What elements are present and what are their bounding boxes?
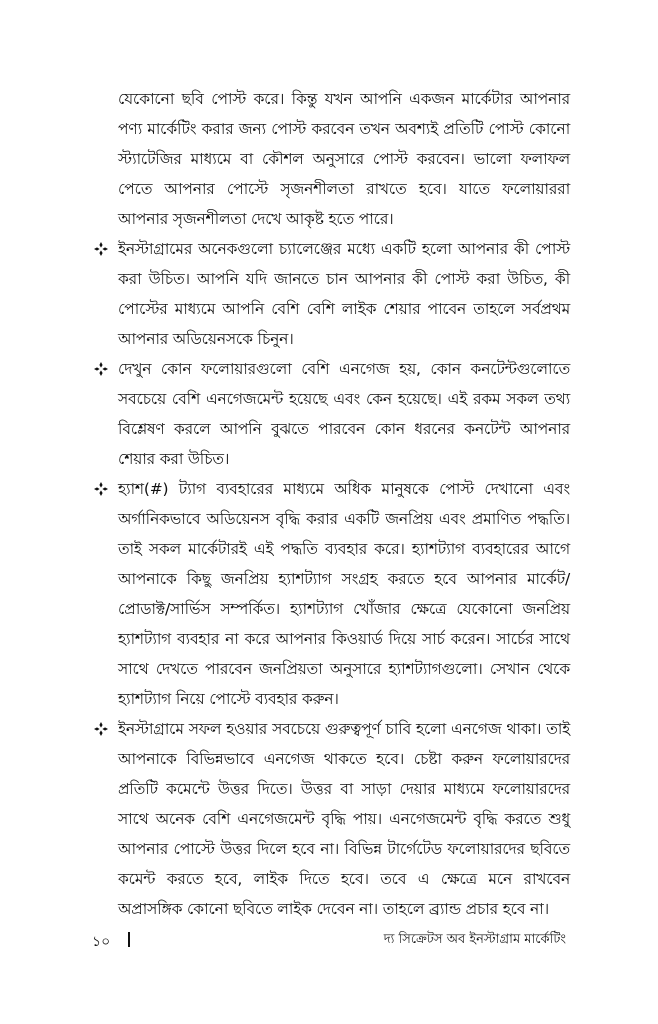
footer-divider bbox=[128, 932, 130, 947]
page-number: ১০ bbox=[92, 934, 111, 950]
four-diamond-bullet-icon bbox=[94, 482, 108, 496]
page-footer bbox=[0, 926, 658, 956]
bullet-text: ইনস্টাগ্রামের অনেকগুলো চ্যালেঞ্জের মধ্যে একটি হলো আপনার কী পোস্ট করা উচিত। আপনি যদি জানতে চান আপনার কী পোস্ট করা উচিত, কী পোস্টের মাধ্যমে আপনি বেশি বেশি লাইক শেয়ার পাবেন তাহলে সর্বপ্রথম আপনার অডিয়েনসকে চিনুন। bbox=[118, 240, 570, 348]
running-title: দ্য সিক্রেটস অব ইনস্টাগ্রাম মার্কেটিং bbox=[383, 932, 566, 947]
bullet-text: ইনস্টাগ্রামে সফল হওয়ার সবচেয়ে গুরুত্বপূর্ণ চাবি হলো এনগেজ থাকা। তাই আপনাকে বিভিন্নভাবে এনগেজ থাকতে হবে। চেষ্টা করুন ফলোয়ারদের প্রতিটি কমেন্টে উত্তর দিতে। উত্তর বা সাড়া দেয়ার মাধ্যমে ফলোয়ারদের সাথে অনেক বেশি এনগেজমেন্ট বৃদ্ধি পায়। এনগেজমেন্ট বৃদ্ধি করতে শুধু আপনার পোস্টে উত্তর দিলে হবে না। বিভিন্ন টার্গেটেড ফলোয়ারদের ছবিতে কমেন্ট করতে হবে, লাইক দিতে হবে। তবে এ ক্ষেত্রে মনে রাখবেন অপ্রাসঙ্গিক কোনো ছবিতে লাইক দেবেন না। তাহলে ব্র্যান্ড প্রচার হবে না। bbox=[118, 720, 570, 918]
bullet-item bbox=[118, 234, 570, 354]
bullet-text: হ্যাশ(#) ট্যাগ ব্যবহারের মাধ্যমে অধিক মানুষকে পোস্ট দেখানো এবং অর্গানিকভাবে অডিয়েনস বৃদ্ধি করার একটি জনপ্রিয় এবং প্রমাণিত পদ্ধতি। তাই সকল মার্কেটারই এই পদ্ধতি ব্যবহার করে। হ্যাশট্যাগ ব্যবহারের আগে আপনাকে কিছু জনপ্রিয় হ্যাশট্যাগ সংগ্রহ করতে হবে আপনার মার্কেট/প্রোডাক্ট/সার্ভিস সম্পর্কিত। হ্যাশট্যাগ খোঁজার ক্ষেত্রে যেকোনো জনপ্রিয় হ্যাশট্যাগ ব্যবহার না করে আপনার কিওয়ার্ড দিয়ে সার্চ করেন। সার্চের সাথে সাথে দেখতে পারবেন জনপ্রিয়তা অনুসারে হ্যাশট্যাগগুলো। সেখান থেকে হ্যাশট্যাগ নিয়ে পোস্টে ব্যবহার করুন। bbox=[118, 480, 570, 708]
bullet-text: দেখুন কোন ফলোয়ারগুলো বেশি এনগেজ হয়, কোন কনটেন্টগুলোতে সবচেয়ে বেশি এনগেজমেন্ট হয়েছে এবং কেন হয়েছে। এই রকম সকল তথ্য বিশ্লেষণ করলে আপনি বুঝতে পারবেন কোন ধরনের কনটেন্ট আপনার শেয়ার করা উচিত। bbox=[118, 360, 570, 468]
page-body bbox=[118, 84, 570, 924]
four-diamond-bullet-icon bbox=[94, 722, 108, 736]
intro-paragraph: যেকোনো ছবি পোস্ট করে। কিন্তু যখন আপনি একজন মার্কেটার আপনার পণ্য মার্কেটিং করার জন্য পোস্ট করবেন তখন অবশ্যই প্রতিটি পোস্ট কোনো স্ট্যাটেজির মাধ্যমে বা কৌশল অনুসারে পোস্ট করবেন। ভালো ফলাফল পেতে আপনার পোস্টে সৃজনশীলতা রাখতে হবে। যাতে ফলোয়াররা আপনার সৃজনশীলতা দেখে আকৃষ্ট হতে পারে। bbox=[118, 90, 570, 228]
four-diamond-bullet-icon bbox=[94, 362, 108, 376]
four-diamond-bullet-icon bbox=[94, 242, 108, 256]
bullet-item bbox=[118, 354, 570, 474]
bullet-item bbox=[118, 714, 570, 924]
bullet-item bbox=[118, 474, 570, 714]
